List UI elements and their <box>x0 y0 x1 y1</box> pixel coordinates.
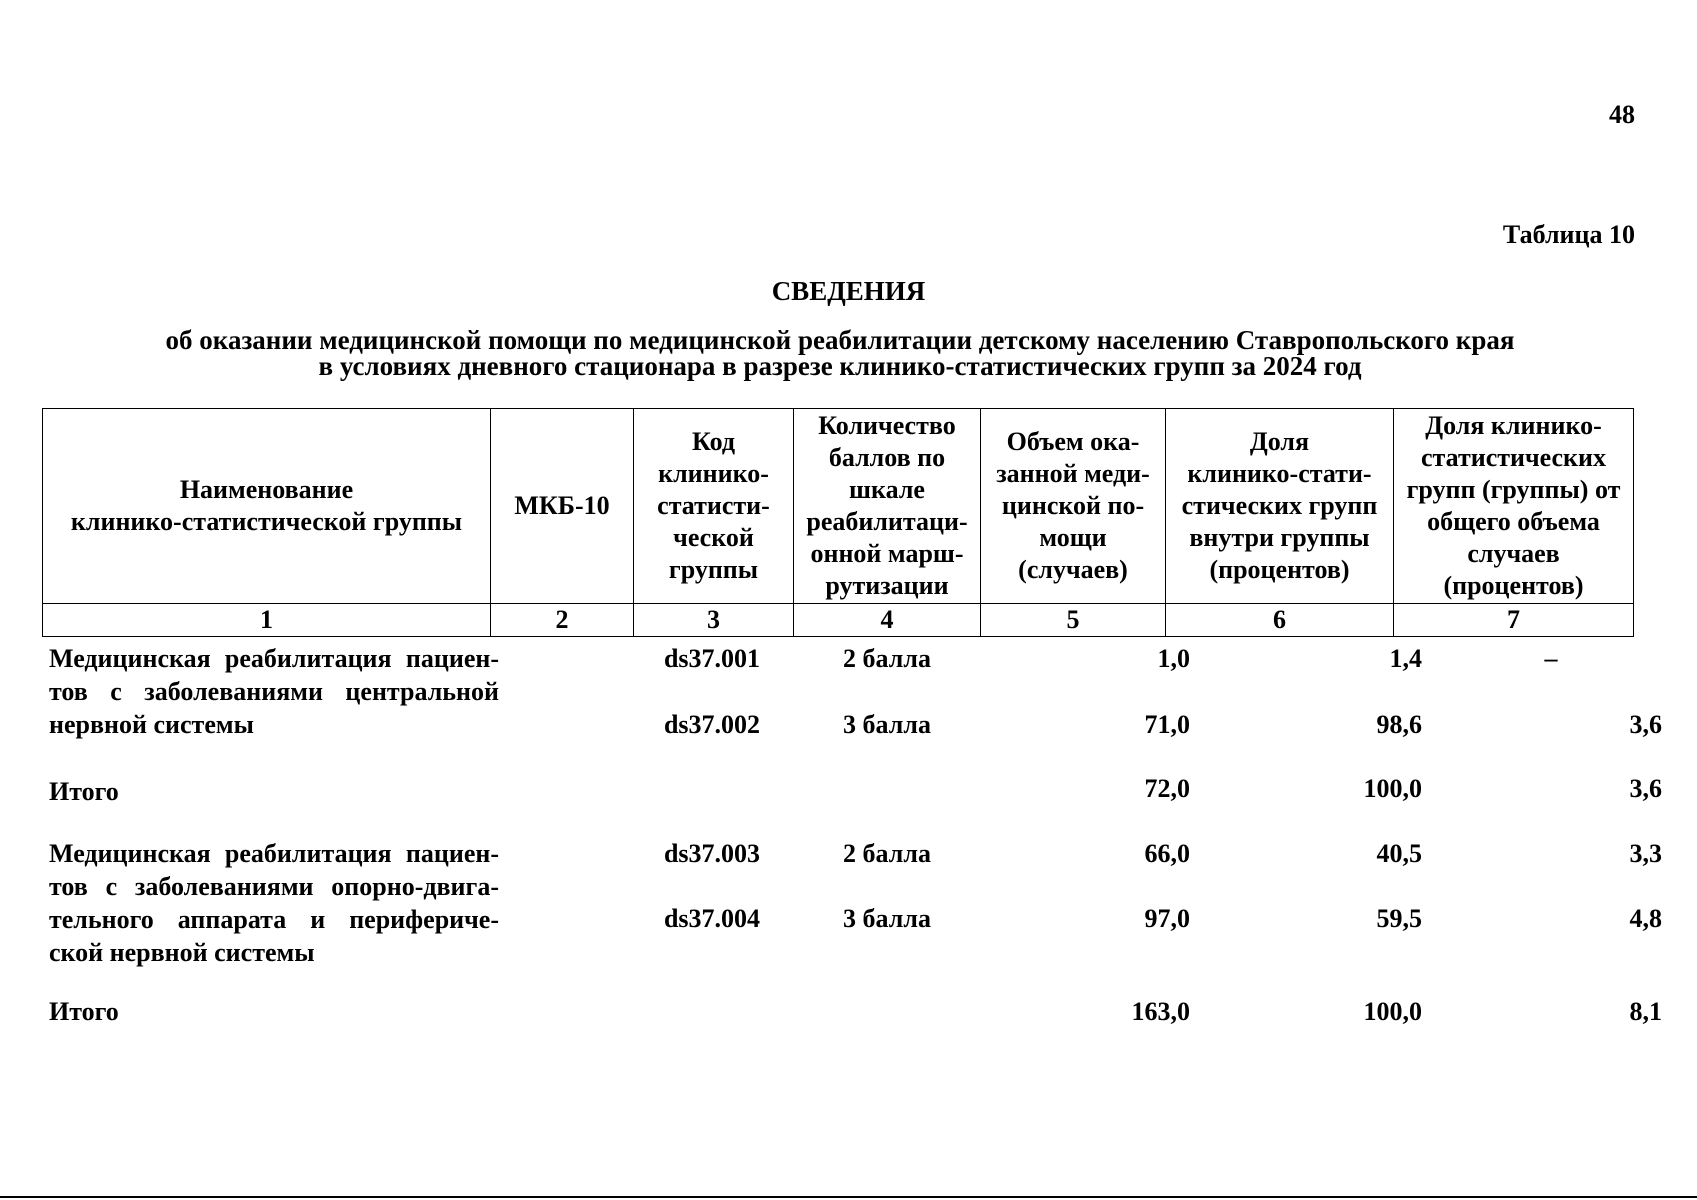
group-name-line: тов с заболеваниями опорно-двига- <box>49 872 499 901</box>
score: 2 балла <box>843 839 931 868</box>
header-cell-name: Наименование клинико-статистической группы <box>43 409 491 604</box>
score: 2 балла <box>843 644 931 673</box>
group-name <box>49 837 499 969</box>
group-name-line: Медицинская реабилитация пациен- <box>49 839 499 868</box>
kcg-code: ds37.001 <box>663 644 761 673</box>
share-in-group: 1,4 <box>1389 644 1422 673</box>
kcg-code: ds37.004 <box>663 904 761 933</box>
group-name-line: нервной системы <box>49 710 254 739</box>
column-number: 3 <box>634 604 794 637</box>
bottom-rule <box>0 1196 1697 1198</box>
column-number: 6 <box>1166 604 1394 637</box>
total-label: Итого <box>49 777 119 806</box>
header-cell-share-in-group: Доля клинико-стати- стических групп внутри группы (процентов) <box>1166 409 1394 604</box>
kcg-code: ds37.003 <box>663 839 761 868</box>
subtitle-line: об оказании медицинской помощи по медицинской реабилитации детскому населению Ставропольского края <box>165 325 1515 355</box>
group-name-line: ской нервной системы <box>49 938 315 967</box>
score: 3 балла <box>843 710 931 739</box>
column-number: 5 <box>981 604 1166 637</box>
total-share-total: 3,6 <box>1629 774 1662 803</box>
total-share-in-group: 100,0 <box>1363 997 1422 1026</box>
total-share-total: 8,1 <box>1629 997 1662 1026</box>
total-volume: 163,0 <box>1131 997 1190 1026</box>
share-in-group: 40,5 <box>1376 839 1422 868</box>
group-name-line: Медицинская реабилитация пациен- <box>49 644 499 673</box>
header-cell-score: Количество баллов по шкале реабилитаци- онной марш- рутизации <box>794 409 981 604</box>
share-total: 3,6 <box>1629 710 1662 739</box>
group-name-line: тов с заболеваниями центральной <box>49 677 499 706</box>
column-number: 4 <box>794 604 981 637</box>
table-label: Таблица 10 <box>1502 220 1635 249</box>
share-in-group: 59,5 <box>1376 904 1422 933</box>
share-total: 4,8 <box>1629 904 1662 933</box>
total-volume: 72,0 <box>1144 774 1190 803</box>
header-row <box>43 409 1634 604</box>
header-cell-code: Код клинико- статисти- ческой группы <box>634 409 794 604</box>
column-number: 7 <box>1394 604 1634 637</box>
header-cell-share-total: Доля клинико- статистических групп (группы) от общего объема случаев (процентов) <box>1394 409 1634 604</box>
column-number: 2 <box>491 604 634 637</box>
column-number: 1 <box>43 604 491 637</box>
subtitle-line: в условиях дневного стационара в разрезе клинико-статистических групп за 2024 год <box>318 351 1362 381</box>
column-number-row <box>43 604 1634 637</box>
group-name-line: тельного аппарата и перифериче- <box>49 905 499 934</box>
volume: 97,0 <box>1144 904 1190 933</box>
header-cell-volume: Объем ока- занной меди- цинской по- мощи (случаев) <box>981 409 1166 604</box>
share-total: 3,3 <box>1629 839 1662 868</box>
score: 3 балла <box>843 904 931 933</box>
share-in-group: 98,6 <box>1376 710 1422 739</box>
total-share-in-group: 100,0 <box>1363 774 1422 803</box>
kcg-code: ds37.002 <box>663 710 761 739</box>
volume: 71,0 <box>1144 710 1190 739</box>
document-title: СВЕДЕНИЯ <box>771 276 926 306</box>
header-cell-icd10: МКБ-10 <box>491 409 634 604</box>
page-number: 48 <box>1609 100 1635 129</box>
group-name <box>49 642 499 741</box>
volume: 1,0 <box>1157 644 1190 673</box>
document-subtitle <box>140 327 1540 379</box>
volume: 66,0 <box>1144 839 1190 868</box>
share-total: – <box>1544 644 1558 673</box>
table-header <box>42 408 1634 637</box>
total-label: Итого <box>49 997 119 1026</box>
